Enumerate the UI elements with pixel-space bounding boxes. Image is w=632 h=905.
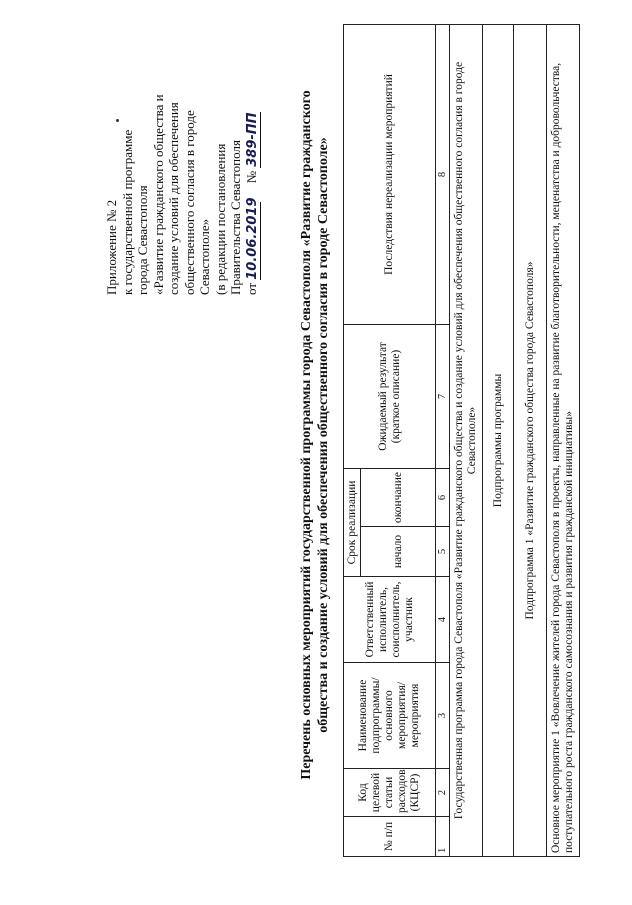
handwritten-date: 10.06.2019 [244, 197, 260, 280]
appendix-line: к государственной программе [119, 129, 135, 295]
header-result: Ожидаемый результат (краткое описание) [344, 325, 436, 469]
header-responsible: Ответственный исполнитель, соисполнитель, участник [344, 577, 436, 663]
state-program-cell: Государственная программа города Севастополя «Развитие гражданского общества и создание условий для обеспечения общественного согласия в городе Севастополе» [450, 25, 483, 857]
appendix-line: «Развитие гражданского общества и [150, 94, 166, 295]
appendix-header [104, 40, 261, 295]
column-number: 1 [436, 817, 450, 857]
header-period: Срок реализации [344, 469, 361, 577]
title-line-1: Перечень основных мероприятий государственной программы города Севастополя «Развитие гражданского [299, 90, 314, 780]
column-number: 5 [436, 527, 450, 577]
column-number: 2 [436, 769, 450, 817]
state-program-row [450, 25, 483, 857]
subprograms-heading-row [483, 25, 514, 857]
header-end: окончание [361, 469, 436, 527]
subprograms-heading-cell: Подпрограммы программы [483, 25, 514, 857]
column-number: 6 [436, 469, 450, 527]
header-name: Наименование подпрограммы/основного мероприятия/мероприятия [344, 663, 436, 769]
appendix-line: Правительства Севастополя [228, 140, 243, 295]
appendix-line: общественного согласия в городе [181, 110, 197, 295]
appendix-line: Севастополе» [197, 218, 212, 295]
subprogram-1-row [514, 25, 547, 857]
subprogram-1-cell: Подпрограмма 1 «Развитие гражданского общества города Севастополя» [514, 25, 547, 857]
header-start: начало [361, 527, 436, 577]
appendix-line: города Севастополя [135, 185, 150, 295]
header-consequences: Последствия нереализации мероприятий [344, 25, 436, 325]
number-prefix: № [243, 170, 259, 184]
appendix-line: (в редакции постановления [212, 143, 228, 295]
appendix-line: создание условий для обеспечения [166, 102, 181, 295]
header-kcsr: Код целевой статьи расходов (КЦСР) [344, 769, 436, 817]
column-number: 8 [436, 25, 450, 325]
column-number: 4 [436, 577, 450, 663]
page-title [298, 25, 332, 845]
column-number: 7 [436, 325, 450, 469]
events-table [343, 24, 580, 857]
column-number: 3 [436, 663, 450, 769]
handwritten-number: 389-ПП [244, 112, 260, 167]
header-row-1 [344, 25, 361, 857]
main-event-1-cell: Основное мероприятие 1 «Вовлечение жителей города Севастополя в проекты, направленные на развитие благотворительности, меценатства и добровольчества, поступательного роста гражданского самосознания и развития гражданской инициативы» [547, 25, 580, 857]
title-line-2: общества и создание условий для обеспечения общественного согласия в городе Севастополе» [316, 137, 331, 733]
appendix-line: Приложение № 2 [104, 199, 119, 295]
column-numbers-row [436, 25, 450, 857]
header-num: № п/п [344, 817, 436, 857]
date-prefix: от [243, 282, 259, 295]
appendix-date-line [244, 40, 262, 295]
main-event-1-row [547, 25, 580, 857]
